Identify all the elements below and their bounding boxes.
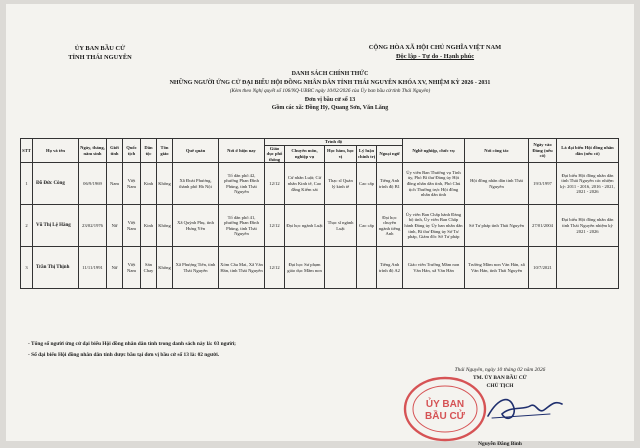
doc-subtitle: NHỮNG NGƯỜI ỨNG CỬ ĐẠI BIỂU HỘI ĐỒNG NHÂN DÂN TỈNH THÁI NGUYÊN KHÓA XV, NHIỆM KỲ 2026 - 2031 xyxy=(169,79,491,86)
cell-hometown: Xã Phượng Tiến, tỉnh Thái Nguyên xyxy=(173,247,219,289)
signer-name: Nguyễn Đăng Bình xyxy=(478,441,522,447)
summary-notes xyxy=(28,339,448,361)
cell-workplace: Sở Tư pháp tỉnh Thái Nguyên xyxy=(465,205,529,247)
cell-academic xyxy=(325,247,357,289)
cell-name: Đỗ Đức Công xyxy=(33,163,79,205)
candidates-table xyxy=(20,138,619,289)
cell-workplace: Trường Mầm non Văn Hán, xã Văn Hán, tỉnh Thái Nguyên xyxy=(465,247,529,289)
seal-line2: BẦU CỬ xyxy=(425,411,465,422)
national-title: CỘNG HÒA XÃ HỘI CHỦ NGHĨA VIỆT NAM xyxy=(368,44,502,51)
communes-list: Gồm các xã: Đồng Hỷ, Quang Sơn, Văn Lăng xyxy=(271,105,389,111)
cell-political: Cao cấp xyxy=(357,205,377,247)
cell-deputy: Đại biểu Hội đồng nhân dân tỉnh Thái Nguyên nhiệm kỳ 2021 - 2026 xyxy=(557,205,619,247)
col-dob: Ngày, tháng, năm sinh xyxy=(79,139,107,163)
cell-language: Đại học chuyên ngành tiếng Anh xyxy=(377,205,403,247)
cell-workplace: Hội đồng nhân dân tỉnh Thái Nguyên xyxy=(465,163,529,205)
cell-residence: Tổ dân phố 42, phường Phan Đình Phùng, tỉnh Thái Nguyên xyxy=(219,163,265,205)
cell-general: 12/12 xyxy=(265,205,285,247)
cell-residence: Tổ dân phố 41, phường Phan Đình Phùng, tỉnh Thái Nguyên xyxy=(219,205,265,247)
cell-political: Cao cấp xyxy=(357,163,377,205)
cell-professional: Đại học ngành Luật xyxy=(285,205,325,247)
cell-hometown: Xã Đoài Phương, thành phố Hà Nội xyxy=(173,163,219,205)
cell-religion: Không xyxy=(157,163,173,205)
cell-stt: 3 xyxy=(21,247,33,289)
sign-org: TM. ỦY BAN BẦU CỬ xyxy=(473,375,527,381)
col-religion: Tôn giáo xyxy=(157,139,173,163)
cell-gender: Nam xyxy=(107,163,123,205)
cell-professional: Cử nhân Luật; Cử nhân Kinh tế, Cao đẳng Kiểm sát xyxy=(285,163,325,205)
issuer-line1: ỦY BAN BẦU CỬ xyxy=(74,45,126,52)
cell-gender: Nữ xyxy=(107,247,123,289)
cell-dob: 23/02/1976 xyxy=(79,205,107,247)
cell-deputy xyxy=(557,247,619,289)
cell-party-date: 10/7/2021 xyxy=(529,247,557,289)
col-stt: STT xyxy=(21,139,33,163)
cell-language: Tiếng Anh trình độ B1 xyxy=(377,163,403,205)
cell-professional: Đại học Sư phạm giáo dục Mầm non xyxy=(285,247,325,289)
document-titles xyxy=(90,70,570,113)
seal-line1: ỦY BAN xyxy=(425,399,465,410)
col-nationality: Quốc tịch xyxy=(123,139,141,163)
cell-nationality: Việt Nam xyxy=(123,205,141,247)
national-motto: Độc lập - Tự do - Hạnh phúc xyxy=(395,53,475,60)
col-academic: Học hàm, học vị xyxy=(325,145,357,163)
note-elected-count: - Số đại biểu Hội đồng nhân dân tỉnh được bầu tại đơn vị bầu cử số 13 là: 02 người. xyxy=(28,352,220,358)
issuer-line2: TỈNH THÁI NGUYÊN xyxy=(68,54,132,61)
col-name: Họ và tên xyxy=(33,139,79,163)
cell-party-date: 27/01/2004 xyxy=(529,205,557,247)
cell-party-date: 19/3/1997 xyxy=(529,163,557,205)
doc-reference: (Kèm theo Nghị quyết số 106/NQ-UBBC ngày 10/02/2026 của Ủy ban bầu cử tỉnh Thái Nguyên) xyxy=(229,88,431,94)
col-party-date: Ngày vào Đảng (nếu có) xyxy=(529,139,557,163)
cell-position: Giáo viên Trường Mầm non Văn Hán, xã Văn Hán xyxy=(403,247,465,289)
table-row xyxy=(21,205,619,247)
cell-residence: Xóm Cầu Mai, Xã Văn Hán, tỉnh Thái Nguyên xyxy=(219,247,265,289)
cell-general: 12/12 xyxy=(265,247,285,289)
cell-academic: Thạc sĩ Quản lý kinh tế xyxy=(325,163,357,205)
cell-general: 12/12 xyxy=(265,163,285,205)
cell-ethnicity: Kinh xyxy=(141,205,157,247)
cell-ethnicity: Kinh xyxy=(141,163,157,205)
cell-gender: Nữ xyxy=(107,205,123,247)
col-general-education: Giáo dục phổ thông xyxy=(265,145,285,163)
cell-nationality: Việt Nam xyxy=(123,163,141,205)
doc-title: DANH SÁCH CHÍNH THỨC xyxy=(291,71,369,77)
cell-language: Tiếng Anh trình độ A2 xyxy=(377,247,403,289)
cell-political xyxy=(357,247,377,289)
table-header-row xyxy=(21,139,619,146)
national-header xyxy=(320,43,550,61)
col-language: Ngoại ngữ xyxy=(377,145,403,163)
col-political: Lý luận chính trị xyxy=(357,145,377,163)
table-row xyxy=(21,247,619,289)
col-position: Nghề nghiệp, chức vụ xyxy=(403,139,465,163)
cell-name: Vũ Thị Lệ Hằng xyxy=(33,205,79,247)
col-ethnicity: Dân tộc xyxy=(141,139,157,163)
sign-title: CHỦ TỊCH xyxy=(486,383,514,389)
cell-dob: 06/9/1969 xyxy=(79,163,107,205)
cell-nationality: Việt Nam xyxy=(123,247,141,289)
cell-ethnicity: Sán Chay xyxy=(141,247,157,289)
col-workplace: Nơi công tác xyxy=(465,139,529,163)
col-hometown: Quê quán xyxy=(173,139,219,163)
cell-stt: 2 xyxy=(21,205,33,247)
cell-religion: Không xyxy=(157,247,173,289)
handwritten-signature-icon xyxy=(480,388,570,428)
cell-position: Ủy viên Ban Thường vụ Tỉnh ủy, Phó Bí thư Đảng ủy Hội đồng nhân dân tỉnh, Phó Chủ tịch Thường trực Hội đồng nhân dân tỉnh xyxy=(403,163,465,205)
col-professional: Chuyên môn, nghiệp vụ xyxy=(285,145,325,163)
col-gender: Giới tính xyxy=(107,139,123,163)
cell-hometown: Xã Quỳnh Phụ, tỉnh Hưng Yên xyxy=(173,205,219,247)
col-education-group: Trình độ xyxy=(265,139,403,146)
col-residence: Nơi ở hiện nay xyxy=(219,139,265,163)
note-total-candidates: - Tổng số người ứng cử đại biểu Hội đồng nhân dân tỉnh trong danh sách này là: 03 người; xyxy=(28,341,236,347)
cell-position: Ủy viên Ban Chấp hành Đảng bộ tỉnh, Ủy viên Ban Chấp hành Đảng ủy Ủy ban nhân dân tỉnh, Bí thư Đảng ủy Sở Tư pháp, Giám đốc Sở Tư pháp xyxy=(403,205,465,247)
cell-religion: Không xyxy=(157,205,173,247)
col-deputy: Là đại biểu Hội đồng nhân dân (nếu có) xyxy=(557,139,619,163)
cell-stt: 1 xyxy=(21,163,33,205)
sign-date: Thái Nguyên, ngày 10 tháng 02 năm 2026 xyxy=(454,367,546,373)
cell-dob: 11/11/1991 xyxy=(79,247,107,289)
cell-deputy: Đại biểu Hội đồng nhân dân tỉnh Thái Nguyên các nhiệm kỳ: 2011 - 2016, 2016 - 2021, 2021 - 2026 xyxy=(557,163,619,205)
table-row xyxy=(21,163,619,205)
issuer-header xyxy=(40,44,160,62)
cell-academic: Thạc sĩ ngành Luật xyxy=(325,205,357,247)
cell-name: Trần Thị Thịnh xyxy=(33,247,79,289)
electoral-unit: Đơn vị bầu cử số 13 xyxy=(304,96,356,103)
